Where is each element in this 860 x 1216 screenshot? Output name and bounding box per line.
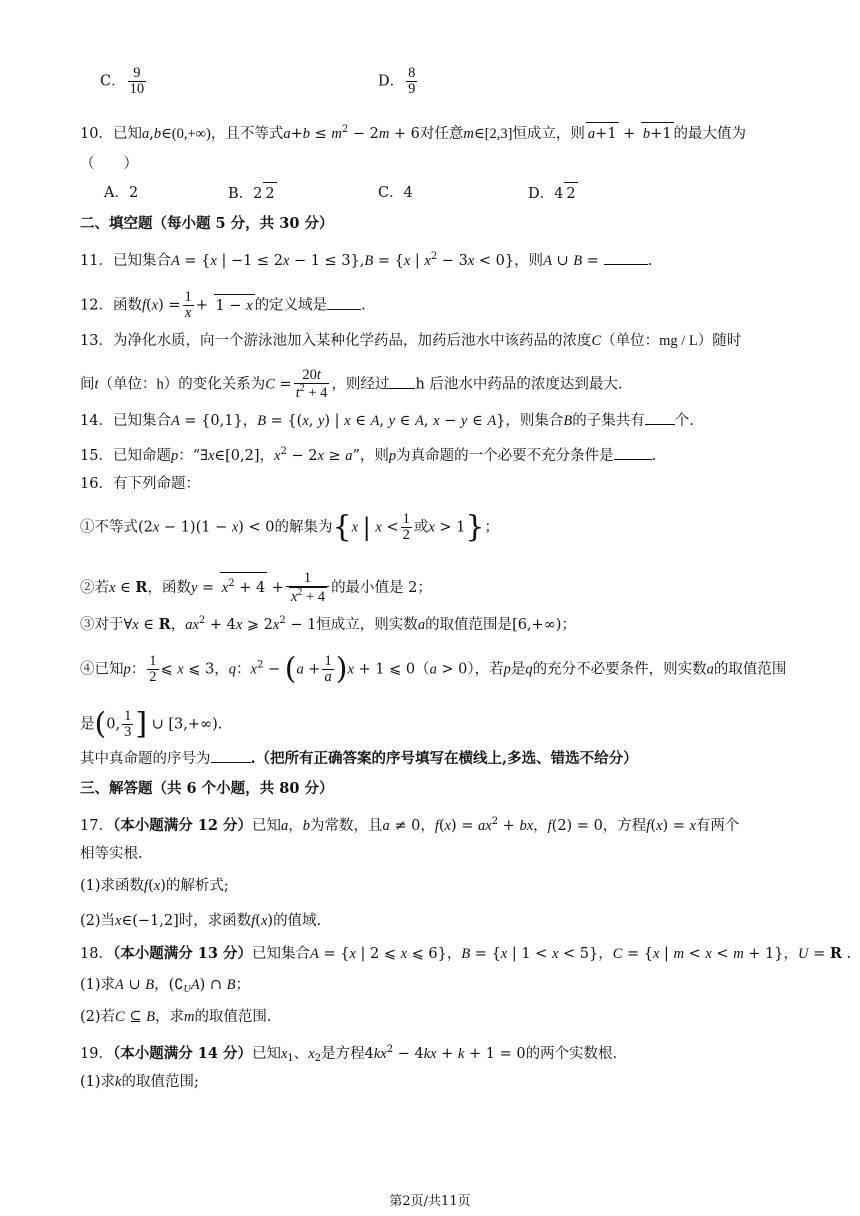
option-d-fraction: $\frac{8}{9}$ (408, 65, 416, 98)
option-c-label: C． (100, 73, 126, 90)
option-c-fraction: $\frac{9}{10}$ (129, 65, 145, 98)
question-17-part-1: (1)求函数f(x)的解析式; (80, 878, 229, 894)
question-16-item-3: ③对于∀x ∈ R，$ax^2 + 4x$ ⩾ $2x^2 - 1$恒成立，则实数a的取值范围是[6,+∞)； (80, 615, 576, 633)
question-13-line2: 间t（单位：h）的变化关系为C = $\frac{20t}{t^2 + 4}$ ，则经过 h 后池水中药品的浓度达到最大. (80, 367, 623, 402)
question-17-part-2: (2)当x∈(−1,2]时，求函数f(x)的值域. (80, 913, 322, 929)
question-15: 15．已知命题p：“∃x∈[0,2]，$x^2 - 2x \ge a$”，则p为真命题的一个必要不充分条件是 . (80, 446, 657, 464)
question-13: 13．为净化水质，向一个游泳池加入某种化学药品，加药后池水中该药品的浓度C（单位：mg / L）随时 (80, 333, 742, 349)
option-d-label: D． (378, 73, 405, 90)
question-16: 16．有下列命题： (80, 476, 200, 492)
question-18-part-2: (2)若C ⊆ B，求m的取值范围. (80, 1009, 272, 1025)
question-17: 17．（本小题满分 12 分）已知a，b为常数，且a ≠ 0，$f(x) = ax^2$ + bx，f(2) = 0，方程f(x) = x有两个 (80, 816, 740, 834)
question-16-item-2: ②若x ∈ R，函数$y = x^2 + 4$ + $\frac{1}{x^2 + 4}$ 的最小值是 2； (80, 570, 432, 606)
question-11: 11．已知集合A = {x | −1 ≤ 2x − 1 ≤ 3},B = {x | $x^2 - 3x < 0$}，则A ∪ B = . (80, 251, 653, 269)
question-18-part-1: (1)求A ∪ B，$(∁_UA)$ ∩ B； (80, 977, 251, 995)
question-16-ask: 其中真命题的序号为 .（把所有正确答案的序号填写在横线上,多选、错选不给分） (80, 750, 638, 767)
question-12: 12．函数f(x) = $\frac{1}{x}$ + 1 − x 的定义域是 . (80, 289, 366, 322)
question-14: 14．已知集合A = {0,1}，B = {(x, y) | x ∈ A, y ∈ A, x − y ∈ A}，则集合B的子集共有 个. (80, 410, 790, 432)
question-16-item-4-cont: 是(0, $\frac{1}{3}$ ] ∪ [3,+∞). (80, 706, 223, 742)
question-16-item-1: ①不等式(2x − 1)(1 − x) < 0的解集为{x | x < $\frac{1}{2}$ 或x > 1}； (80, 509, 499, 545)
question-17-line2: 相等实根. (80, 846, 143, 862)
section-3-heading: 三、解答题（共 6 个小题，共 80 分） (80, 780, 334, 797)
question-10: 10．已知a,b∈(0,+∞)，且不等式$a+b \le m^2 - 2m + 6$对任意m∈[2,3]恒成立，则 a+1 + b+1 的最大值为 (80, 119, 790, 145)
question-18: 18．（本小题满分 13 分）已知集合A = {x | 2 ⩽ x ⩽ 6}，B = {x | 1 < x < 5}，C = {x | m < x < m + 1}，U = R . (80, 945, 852, 962)
question-10-paren: （ ） (80, 156, 138, 172)
question-19-part-1: (1)求k的取值范围; (80, 1074, 199, 1090)
question-16-item-4: ④已知p： $\frac{1}{2}$ ⩽ x ⩽ 3，q：$x^2 - (a$ + $\frac{1}{a}$ )x + 1 ⩽ 0（a > 0），若p是q的充分不必要条件，则实数a的取值范围 (80, 651, 787, 687)
section-2-heading: 二、填空题（每小题 5 分，共 30 分） (80, 215, 334, 232)
question-19: 19．（本小题满分 14 分）已知$x_1$、$x_2$是方程$4kx^2 - 4kx + k + 1 = 0$的两个实数根. (80, 1044, 618, 1064)
page-footer: 第2页/共11页 (389, 1194, 471, 1209)
